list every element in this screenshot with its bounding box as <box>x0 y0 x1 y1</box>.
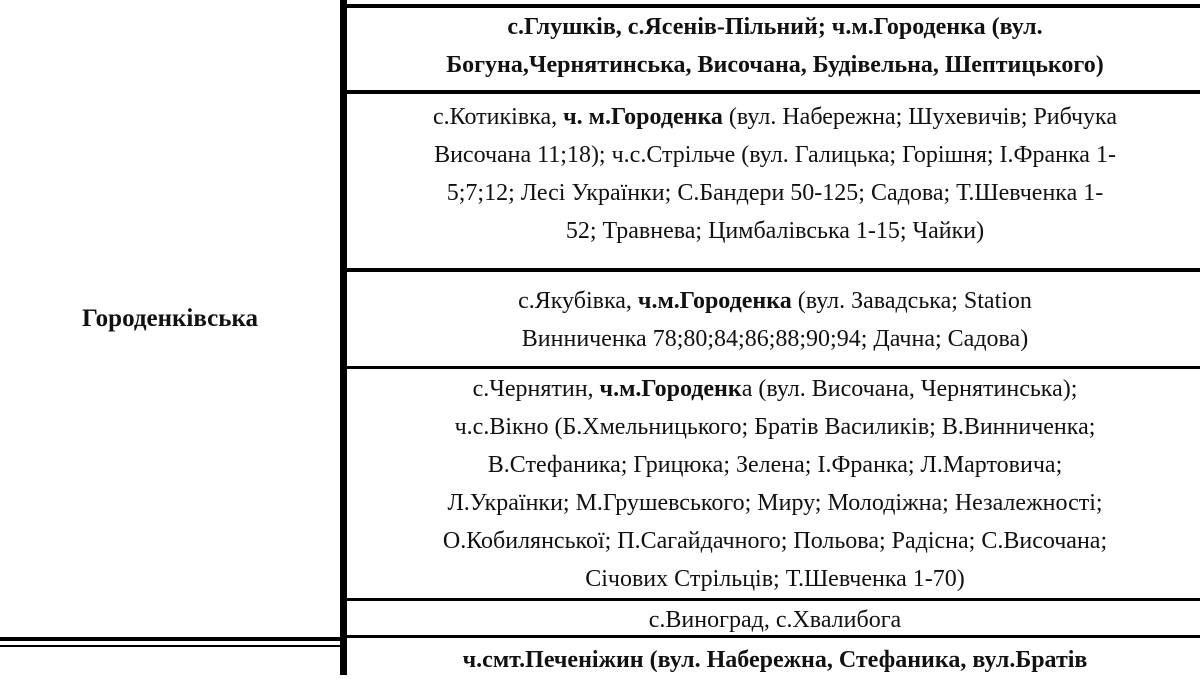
row-divider <box>345 90 1200 94</box>
text: с.Виноград, с.Хвалибога <box>648 607 902 633</box>
cell-text-line <box>350 46 1200 84</box>
cell-text-line <box>350 174 1200 212</box>
text: (вул. Завадська; Station <box>791 288 1032 314</box>
settlement-cell <box>350 8 1200 84</box>
bold-text: ч. м.Городенка <box>563 104 723 130</box>
cell-text-line <box>350 370 1200 408</box>
settlement-cell <box>350 282 1200 358</box>
bold-text: ч.смт.Печеніжин (вул. Набережна, Стефаника, вул.Братів <box>462 647 1088 673</box>
text: Січових Стрільців; Т.Шевченка 1-70) <box>585 566 965 592</box>
text: ч.с.Вікно (Б.Хмельницького; Братів Василиків; В.Винниченка; <box>454 414 1096 440</box>
row-divider <box>345 366 1200 369</box>
cell-text-line <box>350 282 1200 320</box>
cell-text-line <box>350 601 1200 639</box>
text: 52; Травнева; Цимбалівська 1-15; Чайки) <box>565 218 985 244</box>
text: а (вул. Височана, Чернятинська); <box>741 376 1078 402</box>
cell-text-line <box>350 98 1200 136</box>
table-border-cell-left <box>345 0 347 675</box>
cell-text-line <box>350 484 1200 522</box>
bold-text: ч.м.Городенк <box>599 376 742 402</box>
text: с.Котиківка, <box>433 104 564 130</box>
text: Височана 11;18); ч.с.Стрільче (вул. Галицька; Горішня; І.Франка 1- <box>434 142 1116 168</box>
text: Л.Українки; М.Грушевського; Миру; Молодіжна; Незалежності; <box>447 490 1103 516</box>
text: О.Кобилянської; П.Сагайдачного; Польова; Радісна; С.Височана; <box>442 528 1108 554</box>
text: (вул. Набережна; Шухевичів; Рибчука <box>722 104 1117 130</box>
cell-text-line <box>350 136 1200 174</box>
cell-text-line <box>350 560 1200 598</box>
settlement-cell <box>350 641 1200 679</box>
cell-text-line <box>350 8 1200 46</box>
cell-text-line <box>350 408 1200 446</box>
cell-text-line <box>350 641 1200 679</box>
row-divider-left <box>0 637 345 641</box>
text: с.Якубівка, <box>518 288 638 314</box>
settlement-cell <box>350 601 1200 639</box>
row-divider <box>345 268 1200 272</box>
cell-text-line <box>350 446 1200 484</box>
text: с.Чернятин, <box>472 376 600 402</box>
settlement-cell <box>350 370 1200 598</box>
settlement-cell <box>350 98 1200 250</box>
row-divider-left-thin <box>0 645 340 647</box>
bold-text: Богуна,Чернятинська, Височана, Будівельна, Шептицького) <box>446 52 1104 78</box>
text: 5;7;12; Лесі Українки; С.Бандери 50-125; Садова; Т.Шевченка 1- <box>446 180 1104 206</box>
bold-text: ч.м.Городенка <box>637 288 792 314</box>
district-name: Городенківська <box>81 304 259 332</box>
text: В.Стефаника; Грицюка; Зелена; І.Франка; Л.Мартовича; <box>487 452 1063 478</box>
text: Винниченка 78;80;84;86;88;90;94; Дачна; Садова) <box>521 326 1029 352</box>
cell-text-line <box>350 320 1200 358</box>
bold-text: с.Глушків, с.Ясенів-Пільний; ч.м.Городенка (вул. <box>507 14 1043 40</box>
cell-text-line <box>350 522 1200 560</box>
cell-text-line <box>350 212 1200 250</box>
